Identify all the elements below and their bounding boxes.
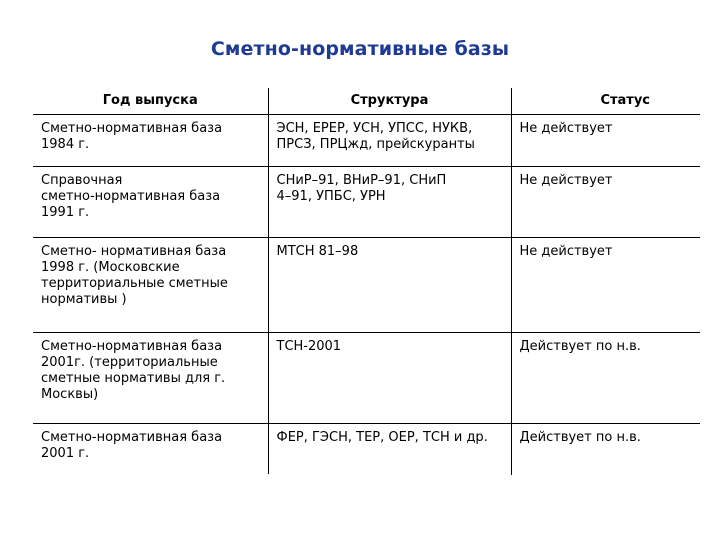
cell-line: Не действует [519, 173, 613, 188]
cell-year [33, 238, 268, 333]
table-row [33, 167, 700, 238]
cell-structure [268, 333, 511, 424]
cell-line: МТСН 81–98 [276, 244, 359, 259]
cell-line: Сметно-нормативная база [41, 430, 223, 445]
cell-line: сметные нормативы для г. [41, 371, 226, 386]
column-header-structure: Структура [268, 88, 511, 115]
cell-status [511, 238, 700, 333]
cell-year [33, 424, 268, 475]
cell-line: ФЕР, ГЭСН, ТЕР, ОЕР, ТСН и др. [276, 430, 488, 445]
column-header-status: Статус [511, 88, 700, 115]
cell-structure [268, 424, 511, 475]
cell-line: Сметно- нормативная база [41, 244, 227, 259]
cell-year [33, 167, 268, 238]
cell-line: Действует по н.в. [519, 339, 641, 354]
table-row [33, 424, 700, 475]
cell-year [33, 333, 268, 424]
cell-line: СНиР–91, ВНиР–91, СНиП [276, 173, 447, 188]
cell-status [511, 167, 700, 238]
cell-line: 1984 г. [41, 137, 90, 152]
cell-line: 1998 г. (Московские [41, 260, 180, 275]
cell-year [33, 115, 268, 167]
table-row [33, 238, 700, 333]
cell-line: Сметно-нормативная база [41, 339, 223, 354]
cell-line: нормативы ) [41, 292, 127, 307]
cell-line: Справочная [41, 173, 123, 188]
table-header-row [33, 88, 700, 115]
table-row [33, 115, 700, 167]
cell-line: Москвы) [41, 387, 99, 402]
cell-structure [268, 238, 511, 333]
cell-status [511, 115, 700, 167]
cell-line: 2001г. (территориальные [41, 355, 218, 370]
page-title: Сметно-нормативные базы [210, 38, 510, 60]
cell-line: Сметно-нормативная база [41, 121, 223, 136]
cell-line: ПРСЗ, ПРЦжд, прейскуранты [276, 137, 475, 152]
cell-line: 2001 г. [41, 446, 90, 461]
cell-line: Не действует [519, 121, 613, 136]
cell-structure [268, 115, 511, 167]
cell-line: ЭСН, ЕРЕР, УСН, УПСС, НУКВ, [276, 121, 473, 136]
table-row [33, 333, 700, 424]
estimate-bases-table [33, 88, 700, 475]
cell-line: Действует по н.в. [519, 430, 641, 445]
cell-line: сметно-нормативная база [41, 189, 221, 204]
cell-status [511, 333, 700, 424]
cell-line: 4–91, УПБС, УРН [276, 189, 386, 204]
cell-line: Не действует [519, 244, 613, 259]
cell-line: 1991 г. [41, 205, 90, 220]
cell-line: территориальные сметные [41, 276, 228, 291]
cell-line: ТСН-2001 [276, 339, 342, 354]
cell-status [511, 424, 700, 475]
column-header-year: Год выпуска [33, 88, 268, 115]
cell-structure [268, 167, 511, 238]
